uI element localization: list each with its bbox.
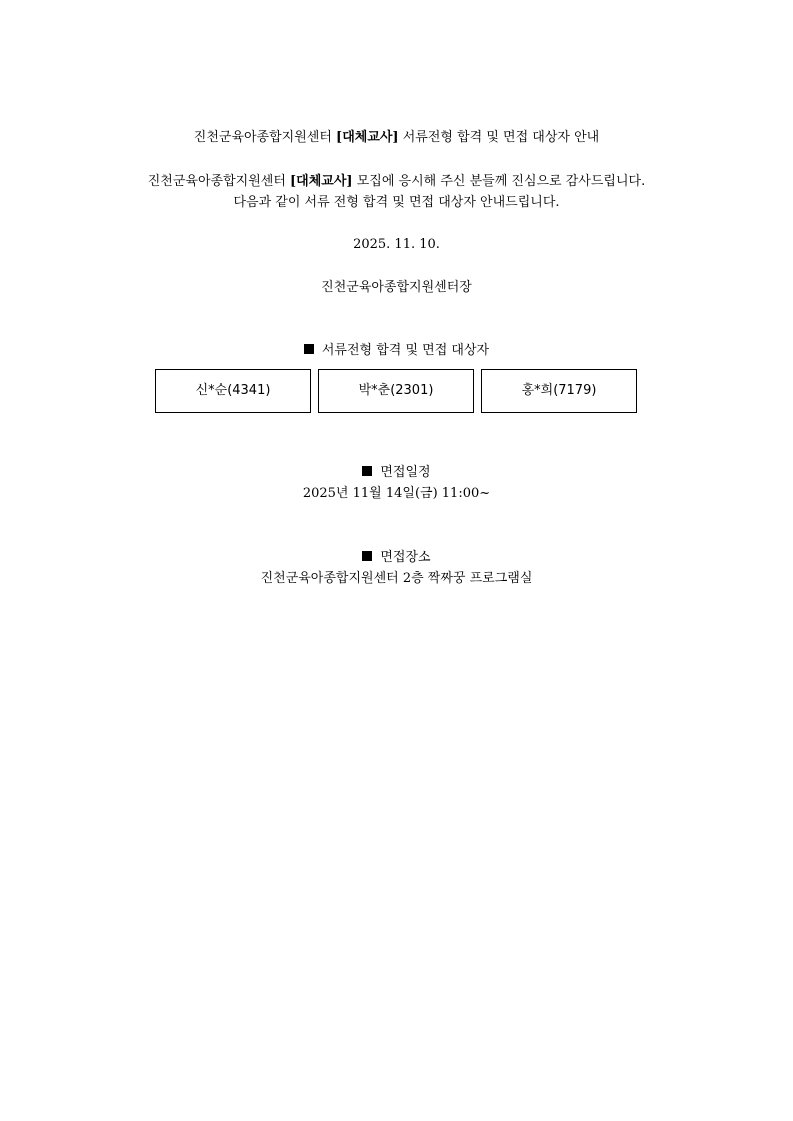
location-value: 진천군육아종합지원센터 2층 짝짜꿍 프로그램실 (260, 571, 533, 586)
candidate-box: 박*춘(2301) (318, 369, 474, 413)
candidate-box: 홍*희(7179) (481, 369, 637, 413)
location-heading-label: 면접장소 (380, 550, 431, 565)
intro-org: 진천군육아종합지원센터 (147, 174, 286, 189)
intro-bracket: [대체교사] (290, 174, 353, 189)
schedule-value: 2025년 11월 14일(금) 11:00~ (302, 486, 491, 501)
square-bullet-icon (304, 344, 314, 354)
intro-line-2: 다음과 같이 서류 전형 합격 및 면접 대상자 안내드립니다. (233, 195, 560, 210)
schedule-heading (0, 463, 793, 483)
candidate-list (155, 369, 638, 413)
signature: 진천군육아종합지원센터장 (321, 280, 472, 295)
location-heading (0, 548, 793, 568)
intro-rest: 모집에 응시해 주신 분들께 진심으로 감사드립니다. (356, 174, 646, 189)
intro-line-1 (0, 172, 793, 192)
square-bullet-icon (362, 551, 372, 561)
candidate-box: 신*순(4341) (155, 369, 311, 413)
candidates-heading-label: 서류전형 합격 및 면접 대상자 (321, 343, 490, 358)
title-org: 진천군육아종합지원센터 (193, 130, 332, 145)
notice-title (0, 128, 793, 148)
square-bullet-icon (362, 466, 372, 476)
title-bracket: [대체교사] (336, 130, 399, 145)
schedule-heading-label: 면접일정 (380, 465, 431, 480)
title-rest: 서류전형 합격 및 면접 대상자 안내 (402, 130, 600, 145)
candidates-heading (0, 341, 793, 361)
notice-date: 2025. 11. 10. (353, 237, 440, 252)
